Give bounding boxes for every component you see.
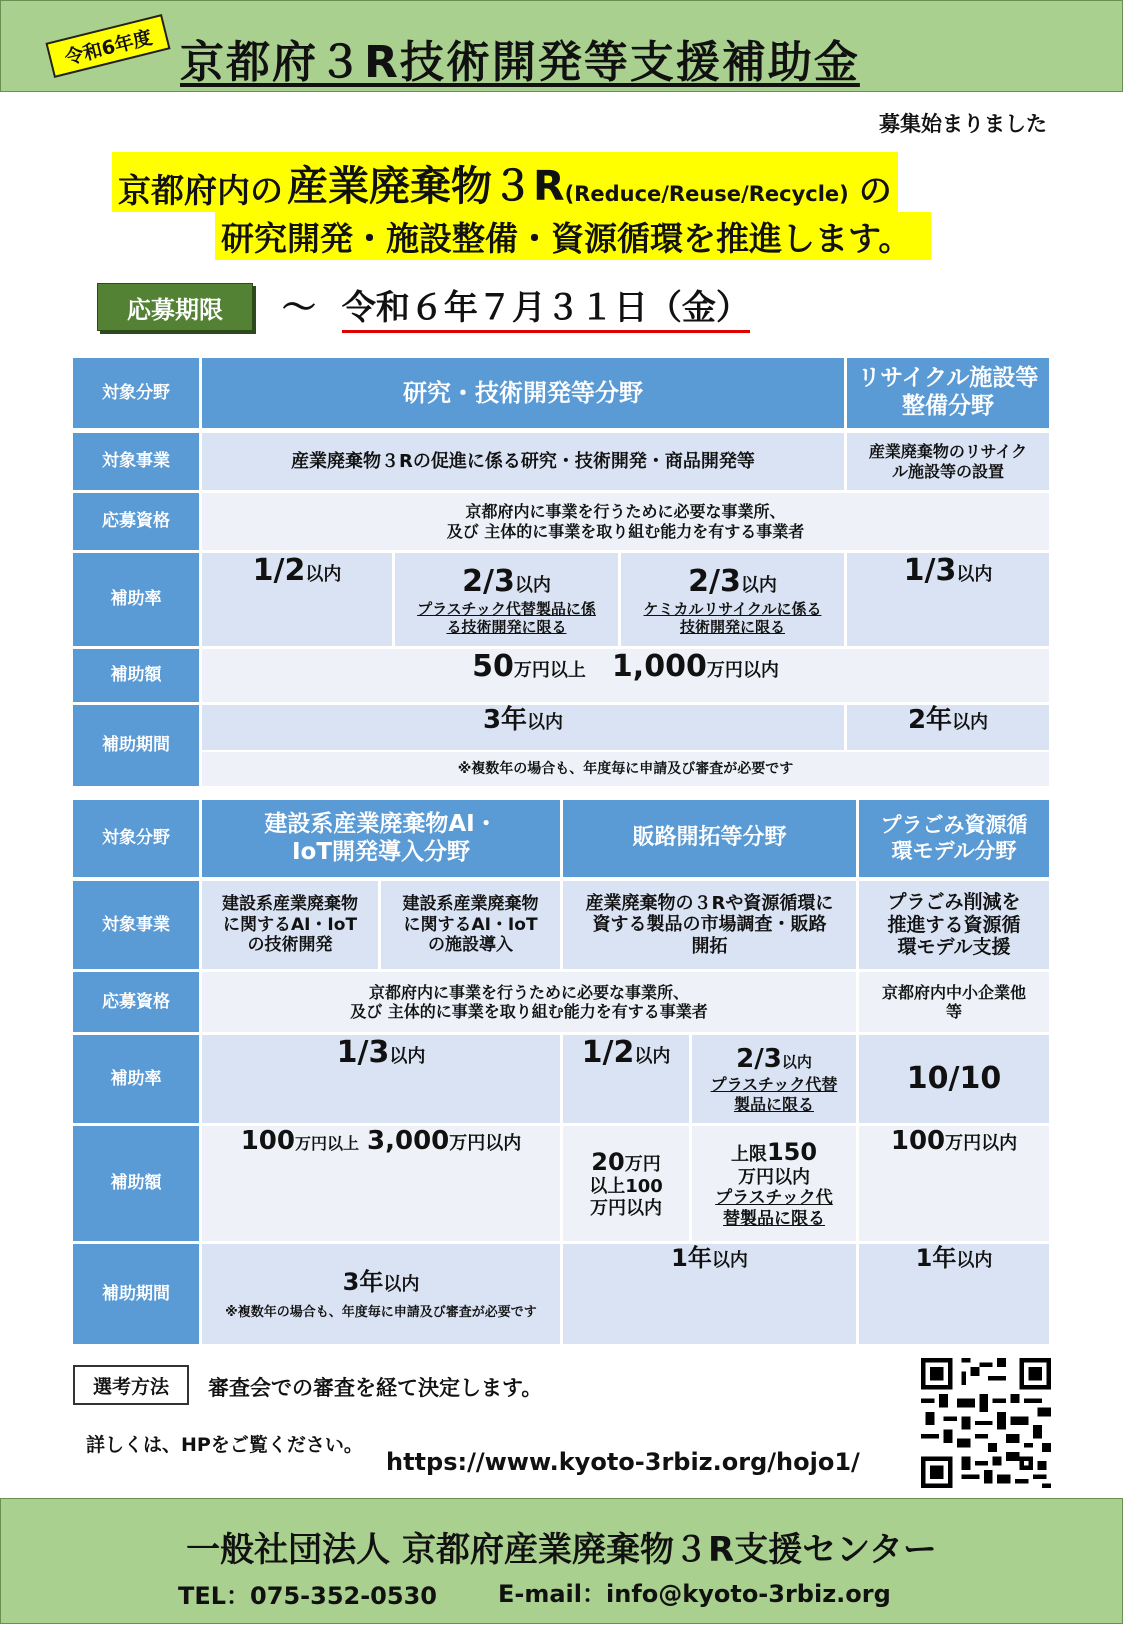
period-value: 1年	[915, 1244, 957, 1272]
field-recycle: リサイクル施設等整備分野	[847, 358, 1049, 428]
period-market	[563, 1244, 856, 1344]
rate-value: 1/2	[252, 553, 306, 588]
rate-research-1	[202, 553, 392, 646]
rate-market-2	[692, 1035, 856, 1123]
period-note: ※複数年の場合も、年度毎に申請及び審査が必要です	[202, 752, 1049, 786]
recruitment-notice: 募集始まりました	[879, 112, 1047, 136]
deadline-value: 令和６年７月３１日（金）	[342, 288, 750, 333]
row-label-field: 対象分野	[73, 358, 199, 428]
amount-value: 100	[890, 1126, 946, 1156]
row-label-field: 対象分野	[73, 800, 199, 877]
headline-main: 産業廃棄物３R	[287, 162, 565, 210]
period-note: ※複数年の場合も、年度毎に申請及び審査が必要です	[225, 1304, 537, 1320]
rate-value: 1/3	[336, 1035, 390, 1070]
row-label-eligibility: 応募資格	[73, 493, 199, 550]
deadline-prefix: ～	[282, 288, 316, 328]
amount-min-unit: 万円以上	[513, 660, 586, 681]
row-label-amount: 補助額	[73, 649, 199, 702]
rate-value: 2/3	[736, 1044, 782, 1075]
amount-rest: 以上100万円以内	[589, 1176, 663, 1219]
rate-unit: 以内	[389, 1046, 426, 1067]
qr-code-icon	[921, 1358, 1051, 1488]
amount-unit: 万円以内	[738, 1166, 810, 1188]
rate-value: 2/3	[462, 563, 515, 599]
project-ai-install: 建設系産業廃棄物に関するAI・IoTの施設導入	[381, 881, 560, 969]
rate-note: ケミカルリサイクルに係る技術開発に限る	[643, 599, 822, 636]
row-label-rate: 補助率	[73, 1035, 199, 1123]
period-value: 3年	[342, 1267, 384, 1296]
headline-paren: (Reduce/Reuse/Recycle)	[564, 182, 849, 206]
hp-url-link[interactable]: https://www.kyoto-3rbiz.org/hojo1/	[386, 1448, 860, 1476]
project-plastic: プラごみ削減を推進する資源循環モデル支援	[859, 881, 1049, 969]
headline-line1	[112, 152, 898, 212]
headline-pre: 京都府内の	[118, 171, 283, 210]
rate-value: 1/2	[581, 1035, 635, 1070]
period-unit: 以内	[711, 1250, 748, 1271]
period-plastic	[859, 1244, 1049, 1344]
amount-min: 50	[472, 649, 514, 684]
rate-note: プラスチック代替製品に限る	[710, 1075, 838, 1114]
rate-market-1	[563, 1035, 689, 1123]
deadline-label: 応募期限	[97, 283, 253, 331]
rate-value: 1/3	[903, 553, 957, 588]
rate-recycle	[847, 553, 1049, 646]
rate-unit: 以内	[781, 1053, 812, 1072]
row-label-rate: 補助率	[73, 553, 199, 646]
period-construction	[202, 1244, 560, 1344]
period-unit: 以内	[527, 712, 564, 733]
row-label-eligibility: 応募資格	[73, 972, 199, 1032]
amount-research	[202, 649, 1049, 702]
rate-value: 2/3	[688, 563, 741, 599]
field-market: 販路開拓等分野	[563, 800, 856, 877]
rate-unit: 以内	[514, 574, 551, 596]
email-address[interactable]: E-mail：info@kyoto-3rbiz.org	[498, 1580, 891, 1608]
eligibility-line1: 京都府内に事業を行うために必要な事業所、	[465, 502, 786, 522]
rate-research-3	[621, 553, 844, 646]
eligibility-general	[202, 972, 856, 1032]
eligibility-plastic: 京都府内中小企業他等	[859, 972, 1049, 1032]
amount-plastic	[859, 1126, 1049, 1241]
eligibility-line2: 及び 主体的に事業を取り組む能力を有する事業者	[350, 1002, 708, 1021]
period-value: 2年	[907, 705, 953, 735]
project-research: 産業廃棄物３Rの促進に係る研究・技術開発・商品開発等	[202, 433, 844, 490]
eligibility-research	[202, 493, 1049, 550]
rate-plastic: 10/10	[859, 1035, 1049, 1123]
headline-line2: 研究開発・施設整備・資源循環を推進します。	[215, 212, 931, 260]
amount-unit: 万円以内	[945, 1133, 1018, 1154]
period-unit: 以内	[952, 712, 989, 733]
project-recycle: 産業廃棄物のリサイクル施設等の設置	[847, 433, 1049, 490]
project-market: 産業廃棄物の３Rや資源循環に資する製品の市場調査・販路開拓	[563, 881, 856, 969]
amount-market-2	[692, 1126, 856, 1241]
amount-construction	[202, 1126, 560, 1241]
field-construction: 建設系産業廃棄物AI・IoT開発導入分野	[202, 800, 560, 877]
amount-min-unit: 万円以上	[295, 1134, 360, 1153]
amount-max-unit: 万円以内	[706, 660, 779, 681]
organization-name: 一般社団法人 京都府産業廃棄物３R支援センター	[186, 1530, 937, 1570]
eligibility-line1: 京都府内に事業を行うために必要な事業所、	[368, 982, 689, 1002]
amount-max: 3,000	[367, 1126, 450, 1156]
amount-pre: 上限	[730, 1143, 767, 1165]
row-label-period: 補助期間	[73, 1244, 199, 1344]
rate-unit: 以内	[634, 1046, 671, 1067]
period-value: 1年	[671, 1244, 712, 1272]
eligibility-line2: 及び 主体的に事業を取り組む能力を有する事業者	[446, 521, 805, 541]
rate-unit: 以内	[956, 564, 993, 585]
period-recycle	[847, 705, 1049, 750]
selection-text: 審査会での審査を経て決定します。	[208, 1376, 543, 1400]
amount-min: 100	[240, 1126, 295, 1156]
amount-value: 20	[591, 1147, 625, 1176]
project-ai-dev: 建設系産業廃棄物に関するAI・IoTの技術開発	[202, 881, 378, 969]
row-label-project: 対象事業	[73, 881, 199, 969]
row-label-project: 対象事業	[73, 433, 199, 490]
rate-research-2	[395, 553, 618, 646]
field-research: 研究・技術開発等分野	[202, 358, 844, 428]
rate-note: プラスチック代替製品に係る技術開発に限る	[417, 599, 596, 636]
rate-construction	[202, 1035, 560, 1123]
page-title: 京都府３R技術開発等支援補助金	[180, 37, 860, 88]
amount-value: 150	[766, 1137, 818, 1166]
amount-max: 1,000	[611, 649, 707, 684]
rate-unit: 以内	[740, 574, 777, 596]
selection-label: 選考方法	[73, 1365, 189, 1405]
period-research	[202, 705, 844, 750]
amount-market-1	[563, 1126, 689, 1241]
row-label-period: 補助期間	[73, 705, 199, 786]
period-unit: 以内	[383, 1273, 420, 1295]
hp-note: 詳しくは、HPをご覧ください。	[86, 1434, 363, 1456]
amount-unit: 万円	[624, 1153, 661, 1175]
field-plastic: プラごみ資源循環モデル分野	[859, 800, 1049, 877]
amount-note: プラスチック代替製品に限る	[715, 1188, 833, 1229]
year-tag: 令和6年度	[45, 14, 170, 78]
amount-max-unit: 万円以内	[449, 1133, 522, 1154]
row-label-amount: 補助額	[73, 1126, 199, 1241]
period-unit: 以内	[956, 1250, 993, 1271]
phone-number: TEL：075-352-0530	[178, 1582, 437, 1610]
headline-post: の	[858, 171, 892, 210]
period-value: 3年	[482, 705, 528, 735]
rate-unit: 以内	[305, 564, 342, 585]
deadline-date	[282, 280, 750, 329]
